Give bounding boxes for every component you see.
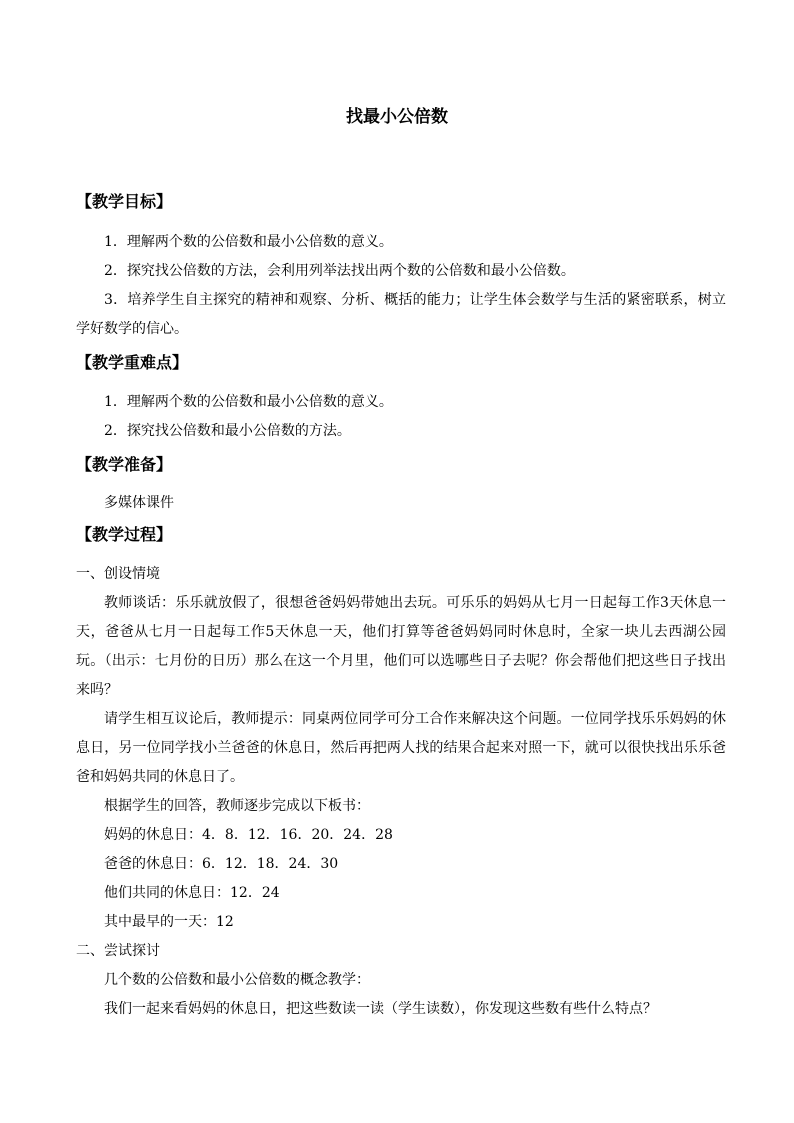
- section-heading-goals: 【教学目标】: [76, 192, 173, 211]
- goal-item-3: 3．培养学生自主探究的精神和观察、分析、概括的能力；让学生体会数学与生活的紧密联系，树立学好数学的信心。: [76, 292, 726, 337]
- goals-list: [76, 228, 726, 344]
- section-heading-key-points: 【教学重难点】: [76, 353, 189, 372]
- section-prep: [76, 454, 726, 476]
- part2-title: 二、尝试探讨: [76, 943, 160, 959]
- board-line-dad: 爸爸的休息日：6．12．18．24．30: [104, 856, 339, 872]
- prep-content: [76, 489, 726, 518]
- paragraph-4: 几个数的公倍数和最小公倍数的概念教学：: [104, 972, 370, 988]
- document-title: 找最小公倍数: [346, 107, 448, 127]
- board-line-common: 他们共同的休息日：12．24: [104, 885, 280, 901]
- process-content: [76, 560, 726, 1024]
- board-line-mom: 妈妈的休息日：4．8．12．16．20．24．28: [104, 827, 393, 843]
- board-line-earliest: 其中最早的一天：12: [104, 914, 234, 930]
- section-key-points: [76, 352, 726, 374]
- paragraph-5: 我们一起来看妈妈的休息日，把这些数读一读（学生读数），你发现这些数有些什么特点？: [104, 1001, 657, 1017]
- paragraph-3: 根据学生的回答，教师逐步完成以下板书：: [104, 798, 370, 814]
- paragraph-1: 教师谈话：乐乐就放假了，很想爸爸妈妈带她出去玩。可乐乐的妈妈从七月一日起每工作3天休息一天，爸爸从七月一日起每工作5天休息一天，他们打算等爸爸妈妈同时休息时，全家一块儿去西湖公园玩。（出示：七月份的日历）那么在这一个月里，他们可以选哪些日子去呢？你会帮他们把这些日子找出来吗？: [76, 595, 726, 698]
- paragraph-2: 请学生相互议论后，教师提示：同桌两位同学可分工合作来解决这个问题。一位同学找乐乐妈妈的休息日，另一位同学找小兰爸爸的休息日，然后再把两人找的结果合起来对照一下，就可以很快找出乐乐爸爸和妈妈共同的休息日了。: [76, 711, 726, 785]
- part1-title: 一、创设情境: [76, 566, 160, 582]
- goal-item-1: 1．理解两个数的公倍数和最小公倍数的意义。: [104, 234, 393, 250]
- section-heading-prep: 【教学准备】: [76, 455, 173, 474]
- key-points-list: [76, 388, 726, 446]
- section-process: [76, 524, 726, 546]
- goal-item-2: 2．探究找公倍数的方法，会利用列举法找出两个数的公倍数和最小公倍数。: [104, 263, 575, 279]
- section-heading-process: 【教学过程】: [76, 525, 173, 544]
- section-goals: [76, 191, 726, 213]
- key-point-item-2: 2．探究找公倍数和最小公倍数的方法。: [104, 423, 351, 439]
- prep-text: 多媒体课件: [104, 495, 174, 511]
- key-point-item-1: 1．理解两个数的公倍数和最小公倍数的意义。: [104, 394, 393, 410]
